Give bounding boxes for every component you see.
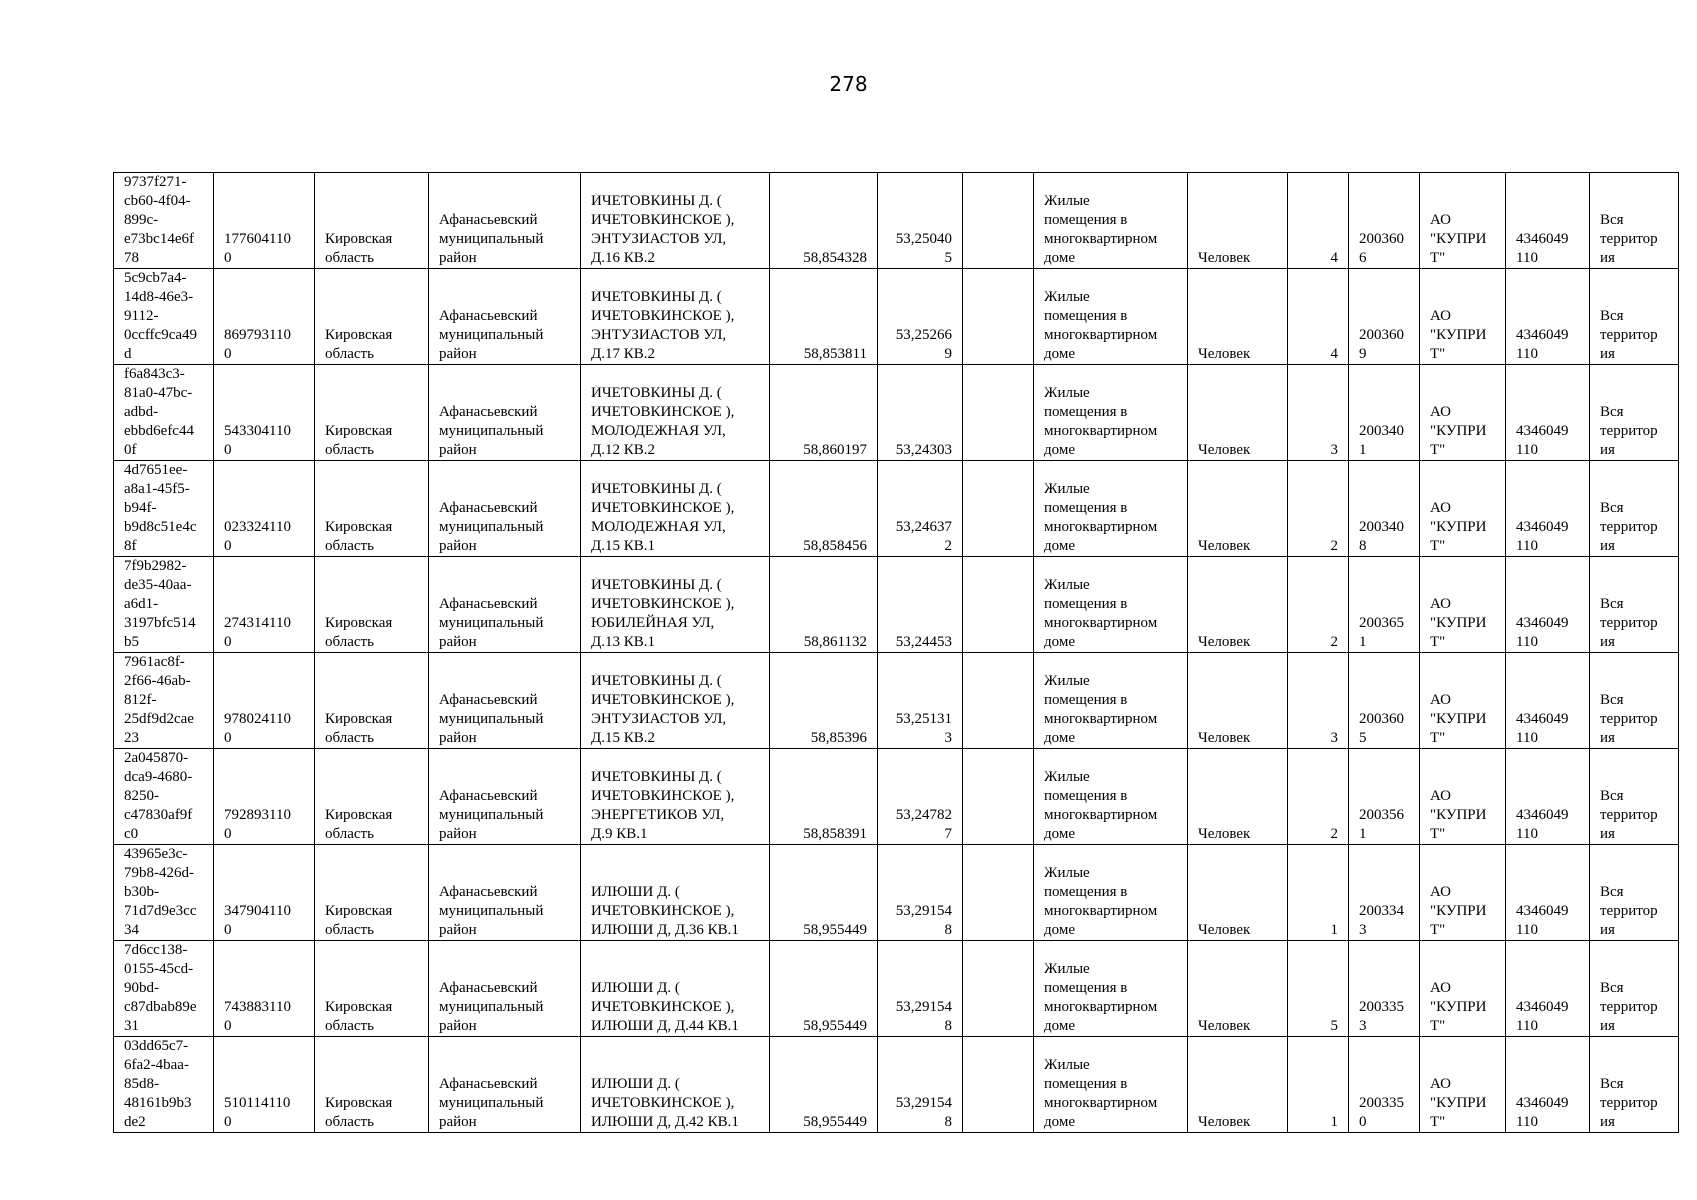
code-cell: 869793110 0 <box>214 269 315 365</box>
table-row <box>114 557 1679 653</box>
latitude-cell: 58,955449 <box>770 845 878 941</box>
count-cell: 3 <box>1288 653 1349 749</box>
record-id-cell: 7d6cc138- 0155-45cd- 90bd- c87dbab89e 31 <box>114 941 214 1037</box>
premises-type-cell: Жилые помещения в многоквартирном доме <box>1034 1037 1188 1133</box>
unit-cell: Человек <box>1188 557 1288 653</box>
count-cell: 4 <box>1288 269 1349 365</box>
record-id-cell: f6a843c3- 81a0-47bc- adbd- ebbd6efc44 0f <box>114 365 214 461</box>
premises-type-cell: Жилые помещения в многоквартирном доме <box>1034 845 1188 941</box>
latitude-cell: 58,955449 <box>770 1037 878 1133</box>
district-cell: Афанасьевский муниципальный район <box>429 1037 581 1133</box>
count-cell: 2 <box>1288 557 1349 653</box>
record-id-cell: 5c9cb7a4- 14d8-46e3- 9112- 0ccffc9ca49 d <box>114 269 214 365</box>
record-id-cell: 7961ac8f- 2f66-46ab- 812f- 25df9d2cae 23 <box>114 653 214 749</box>
empty-cell <box>963 749 1034 845</box>
number-cell: 200360 9 <box>1349 269 1420 365</box>
address-cell: ИЧЕТОВКИНЫ Д. ( ИЧЕТОВКИНСКОЕ ), ЭНТУЗИАСТОВ УЛ, Д.17 КВ.2 <box>581 269 770 365</box>
district-cell: Афанасьевский муниципальный район <box>429 365 581 461</box>
longitude-cell: 53,29154 8 <box>878 941 963 1037</box>
address-cell: ИЧЕТОВКИНЫ Д. ( ИЧЕТОВКИНСКОЕ ), ЮБИЛЕЙНАЯ УЛ, Д.13 КВ.1 <box>581 557 770 653</box>
district-cell: Афанасьевский муниципальный район <box>429 269 581 365</box>
premises-type-cell: Жилые помещения в многоквартирном доме <box>1034 653 1188 749</box>
record-id-cell: 2a045870- dca9-4680- 8250- c47830af9f c0 <box>114 749 214 845</box>
inn-cell: 4346049 110 <box>1506 749 1590 845</box>
empty-cell <box>963 173 1034 269</box>
inn-cell: 4346049 110 <box>1506 845 1590 941</box>
inn-cell: 4346049 110 <box>1506 365 1590 461</box>
latitude-cell: 58,955449 <box>770 941 878 1037</box>
scope-cell: Вся территор ия <box>1590 557 1679 653</box>
region-cell: Кировская область <box>315 461 429 557</box>
address-cell: ИЧЕТОВКИНЫ Д. ( ИЧЕТОВКИНСКОЕ ), МОЛОДЕЖНАЯ УЛ, Д.12 КВ.2 <box>581 365 770 461</box>
code-cell: 347904110 0 <box>214 845 315 941</box>
latitude-cell: 58,85396 <box>770 653 878 749</box>
empty-cell <box>963 365 1034 461</box>
scope-cell: Вся территор ия <box>1590 653 1679 749</box>
latitude-cell: 58,854328 <box>770 173 878 269</box>
scope-cell: Вся территор ия <box>1590 1037 1679 1133</box>
district-cell: Афанасьевский муниципальный район <box>429 557 581 653</box>
premises-type-cell: Жилые помещения в многоквартирном доме <box>1034 749 1188 845</box>
premises-type-cell: Жилые помещения в многоквартирном доме <box>1034 557 1188 653</box>
record-id-cell: 03dd65c7- 6fa2-4baa- 85d8- 48161b9b3 de2 <box>114 1037 214 1133</box>
inn-cell: 4346049 110 <box>1506 269 1590 365</box>
table-row <box>114 653 1679 749</box>
unit-cell: Человек <box>1188 845 1288 941</box>
premises-type-cell: Жилые помещения в многоквартирном доме <box>1034 941 1188 1037</box>
scope-cell: Вся территор ия <box>1590 269 1679 365</box>
scope-cell: Вся территор ия <box>1590 365 1679 461</box>
region-cell: Кировская область <box>315 1037 429 1133</box>
organization-cell: АО "КУПРИ Т" <box>1420 365 1506 461</box>
organization-cell: АО "КУПРИ Т" <box>1420 461 1506 557</box>
unit-cell: Человек <box>1188 365 1288 461</box>
organization-cell: АО "КУПРИ Т" <box>1420 1037 1506 1133</box>
longitude-cell: 53,24637 2 <box>878 461 963 557</box>
number-cell: 200365 1 <box>1349 557 1420 653</box>
table-row <box>114 173 1679 269</box>
latitude-cell: 58,853811 <box>770 269 878 365</box>
record-id-cell: 9737f271- cb60-4f04- 899c- e73bc14e6f 78 <box>114 173 214 269</box>
organization-cell: АО "КУПРИ Т" <box>1420 749 1506 845</box>
premises-type-cell: Жилые помещения в многоквартирном доме <box>1034 269 1188 365</box>
latitude-cell: 58,861132 <box>770 557 878 653</box>
region-cell: Кировская область <box>315 269 429 365</box>
empty-cell <box>963 269 1034 365</box>
page-number: 278 <box>829 72 868 96</box>
longitude-cell: 53,29154 8 <box>878 1037 963 1133</box>
table-row <box>114 461 1679 557</box>
organization-cell: АО "КУПРИ Т" <box>1420 269 1506 365</box>
address-cell: ИЧЕТОВКИНЫ Д. ( ИЧЕТОВКИНСКОЕ ), МОЛОДЕЖНАЯ УЛ, Д.15 КВ.1 <box>581 461 770 557</box>
district-cell: Афанасьевский муниципальный район <box>429 653 581 749</box>
unit-cell: Человек <box>1188 749 1288 845</box>
longitude-cell: 53,29154 8 <box>878 845 963 941</box>
unit-cell: Человек <box>1188 653 1288 749</box>
scope-cell: Вся территор ия <box>1590 461 1679 557</box>
code-cell: 023324110 0 <box>214 461 315 557</box>
count-cell: 2 <box>1288 749 1349 845</box>
code-cell: 978024110 0 <box>214 653 315 749</box>
address-cell: ИЧЕТОВКИНЫ Д. ( ИЧЕТОВКИНСКОЕ ), ЭНТУЗИАСТОВ УЛ, Д.15 КВ.2 <box>581 653 770 749</box>
inn-cell: 4346049 110 <box>1506 653 1590 749</box>
region-cell: Кировская область <box>315 941 429 1037</box>
record-id-cell: 4d7651ee- a8a1-45f5- b94f- b9d8c51e4c 8f <box>114 461 214 557</box>
table-row <box>114 365 1679 461</box>
empty-cell <box>963 941 1034 1037</box>
address-cell: ИЧЕТОВКИНЫ Д. ( ИЧЕТОВКИНСКОЕ ), ЭНЕРГЕТИКОВ УЛ, Д.9 КВ.1 <box>581 749 770 845</box>
district-cell: Афанасьевский муниципальный район <box>429 461 581 557</box>
longitude-cell: 53,24782 7 <box>878 749 963 845</box>
inn-cell: 4346049 110 <box>1506 941 1590 1037</box>
address-cell: ИЧЕТОВКИНЫ Д. ( ИЧЕТОВКИНСКОЕ ), ЭНТУЗИАСТОВ УЛ, Д.16 КВ.2 <box>581 173 770 269</box>
unit-cell: Человек <box>1188 173 1288 269</box>
region-cell: Кировская область <box>315 557 429 653</box>
inn-cell: 4346049 110 <box>1506 557 1590 653</box>
table-row <box>114 749 1679 845</box>
number-cell: 200335 3 <box>1349 941 1420 1037</box>
code-cell: 177604110 0 <box>214 173 315 269</box>
empty-cell <box>963 461 1034 557</box>
longitude-cell: 53,24303 <box>878 365 963 461</box>
count-cell: 1 <box>1288 1037 1349 1133</box>
table-row <box>114 845 1679 941</box>
district-cell: Афанасьевский муниципальный район <box>429 941 581 1037</box>
organization-cell: АО "КУПРИ Т" <box>1420 557 1506 653</box>
unit-cell: Человек <box>1188 461 1288 557</box>
scope-cell: Вся территор ия <box>1590 749 1679 845</box>
address-cell: ИЛЮШИ Д. ( ИЧЕТОВКИНСКОЕ ), ИЛЮШИ Д, Д.44 КВ.1 <box>581 941 770 1037</box>
unit-cell: Человек <box>1188 941 1288 1037</box>
region-cell: Кировская область <box>315 845 429 941</box>
longitude-cell: 53,25131 3 <box>878 653 963 749</box>
empty-cell <box>963 653 1034 749</box>
record-id-cell: 43965e3c- 79b8-426d- b30b- 71d7d9e3cc 34 <box>114 845 214 941</box>
inn-cell: 4346049 110 <box>1506 461 1590 557</box>
organization-cell: АО "КУПРИ Т" <box>1420 173 1506 269</box>
district-cell: Афанасьевский муниципальный район <box>429 173 581 269</box>
scope-cell: Вся территор ия <box>1590 173 1679 269</box>
organization-cell: АО "КУПРИ Т" <box>1420 941 1506 1037</box>
district-cell: Афанасьевский муниципальный район <box>429 845 581 941</box>
organization-cell: АО "КУПРИ Т" <box>1420 653 1506 749</box>
inn-cell: 4346049 110 <box>1506 1037 1590 1133</box>
longitude-cell: 53,25040 5 <box>878 173 963 269</box>
empty-cell <box>963 1037 1034 1133</box>
unit-cell: Человек <box>1188 1037 1288 1133</box>
district-cell: Афанасьевский муниципальный район <box>429 749 581 845</box>
code-cell: 743883110 0 <box>214 941 315 1037</box>
records-table <box>113 172 1679 1133</box>
organization-cell: АО "КУПРИ Т" <box>1420 845 1506 941</box>
address-cell: ИЛЮШИ Д. ( ИЧЕТОВКИНСКОЕ ), ИЛЮШИ Д, Д.36 КВ.1 <box>581 845 770 941</box>
code-cell: 510114110 0 <box>214 1037 315 1133</box>
number-cell: 200360 6 <box>1349 173 1420 269</box>
unit-cell: Человек <box>1188 269 1288 365</box>
code-cell: 543304110 0 <box>214 365 315 461</box>
inn-cell: 4346049 110 <box>1506 173 1590 269</box>
region-cell: Кировская область <box>315 653 429 749</box>
latitude-cell: 58,860197 <box>770 365 878 461</box>
count-cell: 2 <box>1288 461 1349 557</box>
number-cell: 200356 1 <box>1349 749 1420 845</box>
count-cell: 5 <box>1288 941 1349 1037</box>
empty-cell <box>963 845 1034 941</box>
number-cell: 200335 0 <box>1349 1037 1420 1133</box>
table-row <box>114 941 1679 1037</box>
longitude-cell: 53,25266 9 <box>878 269 963 365</box>
number-cell: 200360 5 <box>1349 653 1420 749</box>
empty-cell <box>963 557 1034 653</box>
number-cell: 200334 3 <box>1349 845 1420 941</box>
premises-type-cell: Жилые помещения в многоквартирном доме <box>1034 365 1188 461</box>
region-cell: Кировская область <box>315 365 429 461</box>
scope-cell: Вся территор ия <box>1590 845 1679 941</box>
record-id-cell: 7f9b2982- de35-40aa- a6d1- 3197bfc514 b5 <box>114 557 214 653</box>
premises-type-cell: Жилые помещения в многоквартирном доме <box>1034 173 1188 269</box>
count-cell: 1 <box>1288 845 1349 941</box>
code-cell: 274314110 0 <box>214 557 315 653</box>
address-cell: ИЛЮШИ Д. ( ИЧЕТОВКИНСКОЕ ), ИЛЮШИ Д, Д.42 КВ.1 <box>581 1037 770 1133</box>
latitude-cell: 58,858391 <box>770 749 878 845</box>
longitude-cell: 53,24453 <box>878 557 963 653</box>
count-cell: 3 <box>1288 365 1349 461</box>
table-row <box>114 1037 1679 1133</box>
table-row <box>114 269 1679 365</box>
records-body <box>114 173 1679 1133</box>
region-cell: Кировская область <box>315 173 429 269</box>
premises-type-cell: Жилые помещения в многоквартирном доме <box>1034 461 1188 557</box>
scope-cell: Вся территор ия <box>1590 941 1679 1037</box>
number-cell: 200340 8 <box>1349 461 1420 557</box>
region-cell: Кировская область <box>315 749 429 845</box>
number-cell: 200340 1 <box>1349 365 1420 461</box>
code-cell: 792893110 0 <box>214 749 315 845</box>
latitude-cell: 58,858456 <box>770 461 878 557</box>
count-cell: 4 <box>1288 173 1349 269</box>
